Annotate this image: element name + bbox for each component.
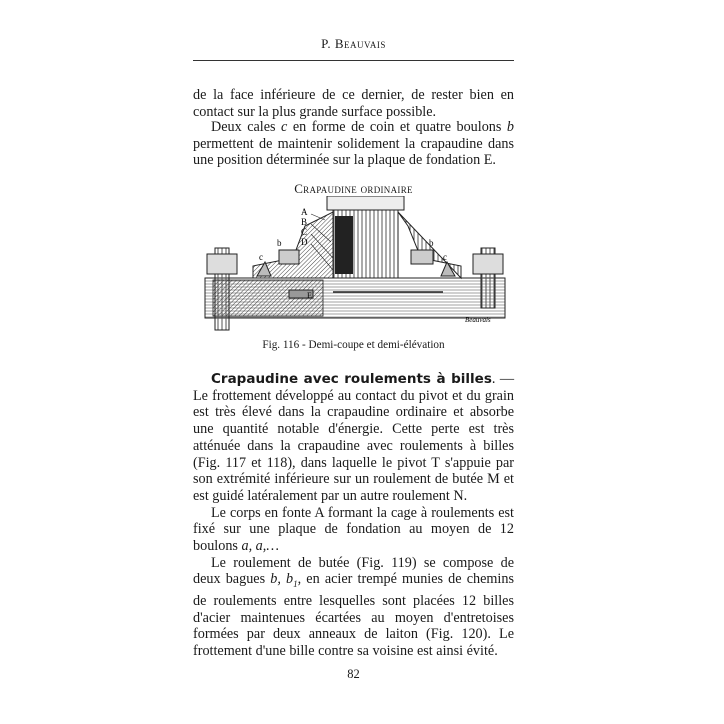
pivot-inner-dark: [335, 216, 353, 274]
section-heading: Crapaudine avec roulements à billes: [211, 371, 492, 387]
page-number: 82: [347, 667, 360, 681]
intro-paragraph-2: [193, 119, 514, 169]
section-body: [193, 371, 514, 660]
fig-label-B: B: [301, 217, 308, 227]
section-heading-dash: . — Le: [193, 371, 515, 404]
running-head: P. Beauvais: [321, 36, 386, 51]
bolts-a-label: a, a,…: [241, 538, 279, 555]
section-paragraph-1: [193, 371, 514, 505]
section-paragraph-1-text: frottement développé au contact du pivot et du grain est très élevé dans la crapaudine ordinaire et absorbe une quantité notable d'énergie. Cette perte est très atténuée dans la crapaudine avec roulements à billes (Fig. 117 et 118), dans laquelle le pivot T s'appuie par son extrémité inférieure sur un roulement de butée M et est guidé latéralement par un autre roulement N.: [193, 387, 514, 504]
intro-text-2a: Deux cales: [211, 119, 282, 135]
fig-label-D: D: [301, 237, 308, 247]
nut-b-left: [279, 250, 299, 264]
nut-b-right: [411, 250, 433, 264]
pivot-cap: [327, 196, 404, 210]
intro-text-2: [193, 119, 514, 169]
fig-label-b-right: b: [429, 238, 434, 248]
rings-b-label: b, b: [270, 571, 294, 588]
fig-label-A: A: [301, 207, 308, 217]
fig-label-E: E: [307, 291, 312, 300]
figure-caption: Fig. 116 - Demi-coupe et demi-élévation: [262, 339, 445, 351]
fig-label-c-right: c: [443, 252, 447, 262]
intro-text-2b: en forme de coin et quatre boulons: [287, 119, 507, 135]
label-b: b: [506, 119, 514, 135]
intro-text-1: de la face inférieure de ce dernier, de rester bien en contact sur la plus grande surface possible.: [193, 87, 514, 120]
section-paragraph-3-a: Le roulement de butée (Fig. 119) se compose de deux bagues: [193, 554, 514, 588]
nut-left: [207, 254, 237, 274]
section-paragraph-2-text: Le corps en fonte A formant la cage à roulements est fixé sur une plaque de fondation au moyen de 12 boulons: [193, 504, 514, 555]
fig-label-C: C: [301, 227, 308, 237]
rings-b-sub: 1: [293, 579, 298, 590]
section-paragraph-3: [193, 555, 514, 660]
section-paragraph-3-end: , en acier trempé munies de chemins de roulements entre lesquelles sont placées 12 billes d'acier maintenues écartées au moyen d'entretoises formées par deux anneaux de laiton (Fig. 120). Le frottement d'une bille contre sa voisine est ainsi évité.: [193, 571, 514, 660]
nut-right: [473, 254, 503, 274]
intro-paragraph-1: [193, 87, 514, 120]
label-c: c: [281, 119, 288, 135]
engraver-signature: Beauvais: [465, 316, 491, 324]
fig-label-b-left: b: [277, 238, 282, 248]
header-rule: [193, 60, 514, 61]
fig-label-c-left: c: [259, 252, 263, 262]
intro-text-2c: permettent de maintenir solidement la crapaudine dans une position déterminée sur la plaque de fondation E.: [193, 135, 514, 169]
section-paragraph-2: [193, 505, 514, 555]
figure-title: Crapaudine ordinaire: [294, 181, 413, 196]
engraving-figure: [193, 196, 514, 336]
